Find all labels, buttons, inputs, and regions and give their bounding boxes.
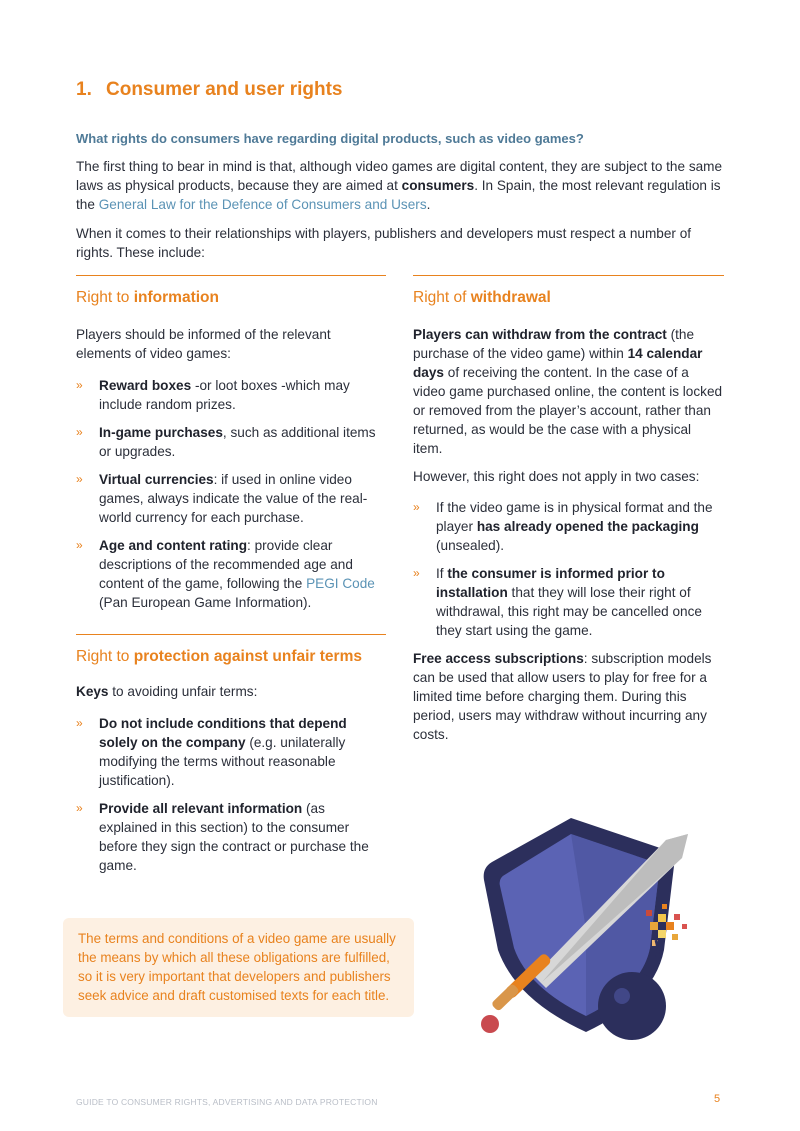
withdrawal-section bbox=[413, 275, 724, 744]
withdrawal-paragraph-2: However, this right does not apply in two cases: bbox=[413, 469, 700, 484]
section-divider bbox=[413, 275, 724, 276]
item-bold: Provide all relevant information bbox=[99, 801, 303, 816]
list-item bbox=[76, 376, 386, 414]
list-item bbox=[413, 498, 724, 555]
lead-bold: Keys bbox=[76, 684, 109, 699]
item-text: : if used in online video games, always indicate the value of the real-world currency for each purchase. bbox=[99, 472, 368, 525]
list-item bbox=[76, 714, 386, 790]
unfair-terms-title-pre: Right to bbox=[76, 648, 134, 665]
shield-sword-bomb-illustration bbox=[476, 810, 716, 1040]
item-bold: Virtual currencies bbox=[99, 472, 214, 487]
section-title-text: Consumer and user rights bbox=[106, 79, 343, 100]
lead-question: What rights do consumers have regarding digital products, such as video games? bbox=[76, 131, 584, 146]
item-text: (Pan European Game Information). bbox=[99, 595, 312, 610]
page-number: 5 bbox=[714, 1093, 721, 1105]
withdrawal-title-pre: Right of bbox=[413, 289, 471, 306]
intro1-text-c: . bbox=[426, 197, 431, 212]
p3-bold: Free access subscriptions bbox=[413, 651, 584, 666]
information-title-pre: Right to bbox=[76, 289, 134, 306]
list-item bbox=[76, 536, 386, 612]
p1-text: (the purchase of the video game) within bbox=[413, 327, 695, 361]
item-bold: the consumer is informed prior to installation bbox=[436, 566, 665, 600]
bullet-icon: » bbox=[76, 472, 83, 486]
information-title bbox=[76, 288, 386, 308]
unfair-terms-title bbox=[76, 647, 386, 667]
information-section bbox=[76, 275, 386, 621]
unfair-terms-section bbox=[76, 634, 386, 884]
bullet-icon: » bbox=[413, 500, 420, 514]
intro1-text-b: . In Spain, the most relevant regulation is the bbox=[76, 178, 721, 212]
item-text: If the video game is in physical format and the player bbox=[436, 500, 713, 534]
information-title-strong: information bbox=[133, 289, 219, 306]
list-item bbox=[413, 564, 724, 640]
bullet-icon: » bbox=[76, 716, 83, 730]
withdrawal-title-strong: withdrawal bbox=[470, 289, 551, 306]
item-bold: Do not include conditions that depend solely on the company bbox=[99, 716, 347, 750]
item-text: -or loot boxes -which may include random prizes. bbox=[99, 378, 350, 412]
withdrawal-title bbox=[413, 288, 724, 308]
section-number: 1. bbox=[76, 79, 92, 100]
bullet-icon: » bbox=[76, 538, 83, 552]
list-item bbox=[76, 470, 386, 527]
item-bold: In-game purchases bbox=[99, 425, 223, 440]
footer-guide-title: GUIDE TO CONSUMER RIGHTS, ADVERTISING AND DATA PROTECTION bbox=[76, 1097, 378, 1107]
item-bold: Reward boxes bbox=[99, 378, 192, 393]
intro-paragraph-2: When it comes to their relationships with players, publishers and developers must respect a number of rights. These include: bbox=[76, 226, 692, 260]
item-text: that they will lose their right of withdrawal, this right may be cancelled once they start using the game. bbox=[436, 585, 702, 638]
consumer-law-link[interactable]: General Law for the Defence of Consumers and Users bbox=[98, 197, 427, 212]
item-text: : provide clear descriptions of the recommended age and content of the game, following the bbox=[99, 538, 353, 591]
p1-text-2: of receiving the content. In the case of a video game purchased online, the content is locked or removed from the player’s account, rather than returned, as would be the case with a physical item. bbox=[413, 365, 723, 456]
callout-box: The terms and conditions of a video game are usually the means by which all these obligations are fulfilled, so it is very important that developers and publishers seek advice and draft customised texts for each title. bbox=[63, 918, 414, 1017]
item-bold: Age and content rating bbox=[99, 538, 248, 553]
section-divider bbox=[76, 634, 386, 635]
intro1-bold: consumers bbox=[401, 178, 475, 193]
lead-text: to avoiding unfair terms: bbox=[108, 684, 258, 699]
list-item bbox=[76, 799, 386, 875]
unfair-terms-lead bbox=[76, 682, 386, 701]
section-divider bbox=[76, 275, 386, 276]
withdrawal-exceptions-list bbox=[413, 498, 724, 640]
bullet-icon: » bbox=[76, 425, 83, 439]
intro1-text-a: The first thing to bear in mind is that, although video games are digital content, they are subject to the same laws as physical products, because they are aimed at bbox=[76, 159, 723, 193]
withdrawal-paragraph-1 bbox=[413, 325, 724, 458]
p1-bold: Players can withdraw from the contract bbox=[413, 327, 667, 342]
item-text: (as explained in this section) to the consumer before they sign the contract or purchase the game. bbox=[99, 801, 369, 873]
item-text: If bbox=[436, 566, 448, 581]
p3-text: : subscription models can be used that allow users to play for free for a limited time before charging them. During this period, users may withdraw without incurring any costs. bbox=[413, 651, 712, 742]
item-text: , such as additional items or upgrades. bbox=[99, 425, 376, 459]
list-item bbox=[76, 423, 386, 461]
item-text: (e.g. unilaterally modifying the terms without reasonable justification). bbox=[99, 735, 346, 788]
bullet-icon: » bbox=[76, 378, 83, 392]
item-bold: has already opened the packaging bbox=[476, 519, 699, 534]
bullet-icon: » bbox=[413, 566, 420, 580]
pegi-code-link[interactable]: PEGI Code bbox=[306, 576, 375, 591]
withdrawal-paragraph-3 bbox=[413, 649, 724, 744]
bullet-icon: » bbox=[76, 801, 83, 815]
section-title bbox=[76, 78, 343, 102]
intro-paragraph-1 bbox=[76, 157, 726, 214]
information-lead: Players should be informed of the relevant elements of video games: bbox=[76, 327, 331, 361]
information-list bbox=[76, 376, 386, 612]
p1-bold-days: 14 calendar days bbox=[413, 346, 703, 380]
unfair-terms-list bbox=[76, 714, 386, 875]
unfair-terms-title-strong: protection against unfair terms bbox=[133, 648, 362, 665]
item-text: (unsealed). bbox=[436, 538, 505, 553]
